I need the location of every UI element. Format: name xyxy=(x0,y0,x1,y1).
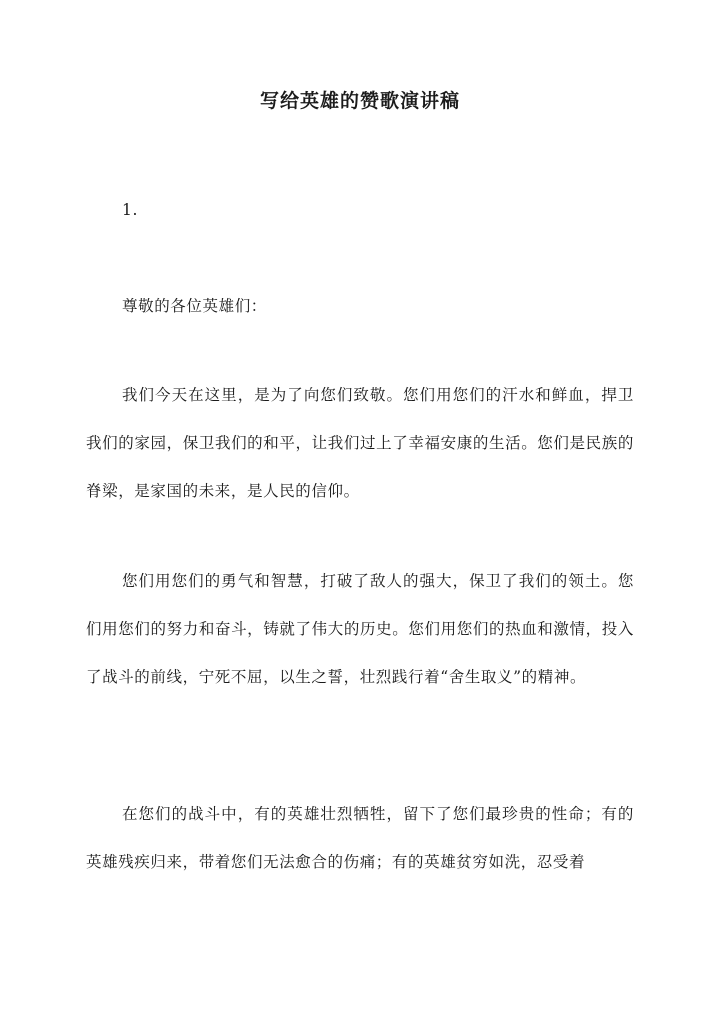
greeting-line: 尊敬的各位英雄们： xyxy=(122,297,267,315)
page-title: 写给英雄的赞歌演讲稿 xyxy=(259,90,460,112)
body-paragraph: 在您们的战斗中，有的英雄壮烈牺牲，留下了您们最珍贵的性命；有的英雄残疾归来，带着您们无法愈合的伤痛；有的英雄贫穷如洗，忍受着 xyxy=(86,805,634,871)
body-paragraph: 您们用您们的勇气和智慧，打破了敌人的强大，保卫了我们的领土。您们用您们的努力和奋斗，铸就了伟大的历史。您们用您们的热血和激情，投入了战斗的前线，宁死不屈，以生之誓，壮烈践行着“舍生取义”的精神。 xyxy=(86,572,634,686)
body-paragraph: 我们今天在这里，是为了向您们致敬。您们用您们的汗水和鲜血，捍卫我们的家园，保卫我们的和平，让我们过上了幸福安康的生活。您们是民族的脊梁，是家国的未来，是人民的信仰。 xyxy=(86,386,634,500)
section-number: 1. xyxy=(122,201,138,219)
